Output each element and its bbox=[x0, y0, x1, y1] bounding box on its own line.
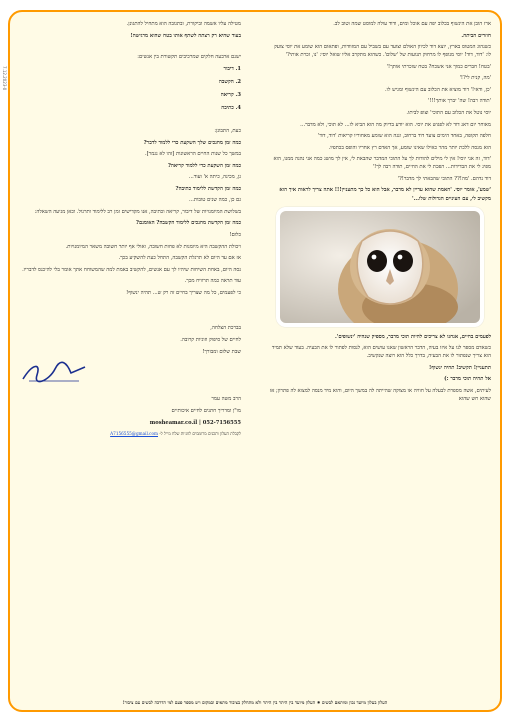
communication-intro: ישנם ארבעה חלקים שמרכיבים תקשורת בין אנשים: bbox=[137, 54, 241, 61]
subscribe-note: לקבלת העלון ותכנים מרוממים לזוגיות שלח מייל ל- A7156555@gmail.com bbox=[110, 431, 241, 437]
left-mid-paragraph: כמה זמן השקעת כדי ללמוד קריאה? bbox=[167, 162, 241, 169]
left-mid-paragraph: נסה היום, באחת השיחות שיהיו לך עם אנשים, להקשיב באמת למה שהמשוחח אתך אומר בלי להיכנס לדבריו. bbox=[22, 266, 241, 273]
left-column bbox=[19, 20, 241, 442]
left-column-top bbox=[19, 20, 241, 40]
left-mid-paragraph: אז אם עד היום לא תרגלת הקשבה, התחל כעת להשקיע בכך. bbox=[118, 255, 241, 262]
right-bottom-paragraph: לעיתים, אשה מספרת לבעלה על חוויה או מצוקה שהייתה לה במשך היום, והוא מיד מנסה למצוא לה פתרון; אז שהוא חש שהוא bbox=[269, 387, 491, 402]
blessing-line-2: לחיים של סיפוק וזוגיות קרובה. bbox=[180, 336, 241, 343]
signature-icon bbox=[19, 359, 241, 385]
right-paragraph: הוא מנסה ללכת יותר מהר כאילו שאינו שומע, אך האדם רץ אחריו והופס בכתפיו. bbox=[328, 144, 491, 151]
right-paragraph: ארז הובן את הינשוף בכלוב יפה עם אוכל ומים, ודוד עולה למוסט שמה וטוב לב. bbox=[333, 21, 491, 27]
right-paragraph: 'תודה רבה! שה' יברך אותך!!!' bbox=[428, 98, 491, 105]
right-paragraph: מאוחר יום דאג דוד לא לפגוש את יוסי. הוא יודע בדיוק מה הוא הביא לו... לא תוכי, ולא מדבר... bbox=[300, 121, 491, 128]
left-mid-paragraph: כי לפעמים, כל מה שצריך בחיים זה רק ש... תהיה ינשוף! bbox=[126, 289, 241, 296]
side-tag: 7.12.2023-0 bbox=[2, 65, 7, 90]
right-column-paragraphs bbox=[269, 20, 491, 203]
blessing-line-1: בברכת הצלחה, bbox=[210, 325, 241, 332]
left-mid-paragraph: כלום! bbox=[229, 232, 241, 238]
right-paragraph: כשנהוג המטוס בארץ, יוצא דוד לכיוון האולם וצועד עם בשביל עם המזוודות, ופתאום הוא שומע את יוסי צועק לו: 'דוד, דוד! יוסי מנופף לו מרחוק תנועות של 'שלום'. כשהוא מתקרב אליו שואל יוסי: 'נו, זכרת אותי?' bbox=[274, 44, 491, 59]
right-paragraph: 'בטח! חברים כמוך אני אשכח? בטח שזכרתי אותך!' bbox=[386, 63, 491, 70]
left-mid-paragraph: עוד תראה כמה תרוויח מכך. bbox=[184, 278, 241, 285]
right-column-paragraphs-bottom bbox=[269, 333, 491, 403]
right-bottom-paragraph: לפעמים בחיים, אנחנו לא צריכים להיות תוכי מדבר, מספיק שנהיה 'ינשופים'. bbox=[334, 333, 491, 340]
left-column-middle bbox=[19, 127, 241, 297]
bulletin-frame bbox=[8, 10, 502, 712]
left-mid-paragraph: במשך כל שנות החיים הראשונות [זהו לא נגמר]. bbox=[144, 151, 241, 158]
communication-list-item: 3. קריאה bbox=[220, 91, 241, 98]
right-paragraph: יוסי נוטל את הכלוב עם התוכי' וצופ לביתו. bbox=[406, 110, 491, 116]
right-paragraph: חוזרים הביתה. bbox=[461, 32, 491, 39]
email-link[interactable]: A7156555@gmail.com bbox=[110, 431, 158, 437]
left-top-paragraph: בעוד שהיא רק רצתה לשתף אותו בטח שהוא מרגישה! bbox=[130, 32, 241, 39]
right-paragraph: חלפה תקופה, באחד הימים צועד דוד ברחוב, ונגה הוא שומע מאחוריו קריאות 'דוד, דוד' bbox=[317, 133, 491, 140]
phone-website-link[interactable]: 052-7156555 | mosheamar.co.il bbox=[149, 420, 241, 427]
right-bottom-paragraph: כשאדם מספר לנו על איזו בעיה, הדבר הראשון שאנו עושים הוא, לנסות לפתור לו את הבעיה. בעוד שלא תמיד הוא צריך שנפתור לו את הבעיה, בדרך כלל הוא רוצה שנקשיב. bbox=[271, 345, 491, 360]
left-mid-paragraph: כמה זמן הקדשת ללימוד כתיבה? bbox=[175, 185, 241, 192]
closing-block bbox=[19, 324, 241, 385]
left-top-paragraph: מטילה עליו אשמה וביקורת, ובתגובה הוא מתחיל להתגונן. bbox=[126, 21, 241, 27]
left-mid-paragraph: כמה זמן הקדשת מחנכים ללימוד הקשבה? האומנם? bbox=[135, 220, 241, 227]
right-column bbox=[269, 20, 491, 407]
author-role: מו"ן ומדריך חתנים לחיים איכותיים bbox=[171, 408, 241, 415]
right-paragraph: דוד נדהם. 'מה!?? התוכי שהבאתי לך מדבר!?' bbox=[397, 175, 491, 182]
communication-list bbox=[19, 65, 241, 112]
communication-list-item: 2. הקשבה bbox=[218, 78, 241, 85]
left-mid-paragraph: ויכולת ההקשבה היא מיומנות לא פחות חשובה, ואולי אף יותר חשובה משאר המיומנויות. bbox=[65, 243, 241, 250]
blessing-line-3: שבת שלום ומבורך! bbox=[202, 348, 241, 355]
right-paragraph: 'שמע', אומר יוסי. 'האמת שהוא עדיין לא מדבר, אבל הוא כל כך מתעניין!!! אתה צריך לראות איך הוא מקשיב לי, עם העיניים הגדולות שלו...' bbox=[279, 187, 491, 202]
right-paragraph: 'כן, ודאי!' דוד מוציא את הכלוב עם הינשוף ומגיש לו. bbox=[385, 86, 491, 93]
right-paragraph: 'מה, קנית לי?!' bbox=[459, 75, 491, 82]
owl-image-icon bbox=[280, 211, 480, 323]
contact-block bbox=[19, 395, 241, 438]
right-bottom-paragraph: תתעניין! תקשיב! תהיה ינשוף! bbox=[429, 364, 491, 371]
author-name: הרב משה עמר bbox=[211, 396, 241, 403]
right-paragraph: 'דוד, זה אני יוסי! אין לי מילים להודות לך על התוכי המדבר שהבאת לי, אין לך מושג כמה אני נהנה ממנו, הוא מפיג לי את הבדידות... הפכת לי את החיים, תודה רבה לך!' bbox=[273, 156, 491, 171]
left-mid-paragraph: כעת, התבונן: bbox=[214, 127, 241, 134]
left-mid-paragraph: גן, מכינה, כיתה א' ועוד... bbox=[188, 174, 241, 181]
communication-list-item: 4. כתיבה bbox=[221, 104, 241, 111]
owl-photo bbox=[276, 207, 484, 327]
communication-list-item: 1. דיבור bbox=[223, 65, 241, 72]
left-mid-paragraph: כמה זמן מחנכים שלך השקעת כדי ללמוד לדבר? bbox=[143, 139, 241, 146]
left-mid-paragraph: בשלושת המיומנויות של דיבור, קריאה וכתיבה, אנו מקדישים זמן רב ללימוד ותרגול. וכאן מגיעה השאלה: bbox=[34, 208, 241, 215]
right-bottom-paragraph: אל תהיה תוכי מדבר :) bbox=[444, 376, 491, 383]
footer-notice: העלון בעלון מיועד נכון ומותאם לבשים ⁕ העלון מיועד בין היתר בין היתר ולא מתחלק בציבור מתאים ובמקום ויש מספר פעם למי הדרכה לבשים עם ציבור! bbox=[122, 701, 388, 706]
left-mid-paragraph: גם כן, כמה שנים טובות... bbox=[188, 197, 241, 204]
